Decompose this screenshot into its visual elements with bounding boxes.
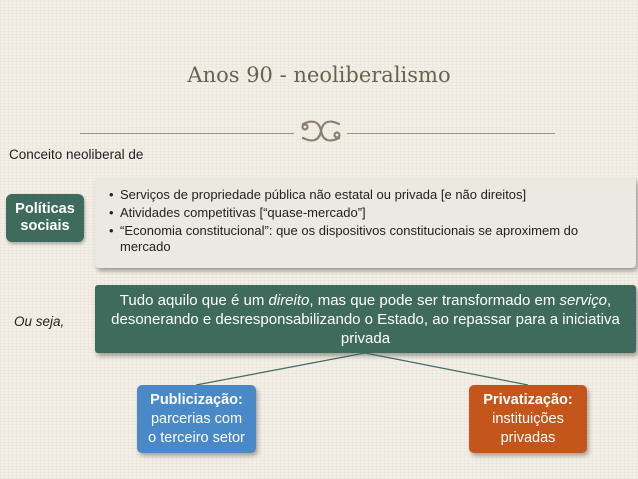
publicizacao-body: parcerias com o terceiro setor [148, 410, 245, 446]
side-label-text: Políticas sociais [15, 201, 75, 234]
servico-emphasis: serviço [559, 291, 608, 309]
connector-right [365, 353, 528, 385]
direito-emphasis: direito [268, 291, 310, 309]
definition-text-part: Tudo aquilo que é um [119, 291, 269, 309]
definition-text-part: , desonerando e desresponsabilizando o Estado, ao repassar para a iniciativa privada [111, 291, 620, 347]
ou-seja-label: Ou seja, [14, 314, 65, 329]
concept-subtitle: Conceito neoliberal de [9, 147, 144, 162]
bullet-item: • Atividades competitivas [“quase-mercado”] [109, 205, 626, 221]
definition-text-part: , mas que pode ser transformado em [309, 291, 560, 309]
publicizacao-title: Publicização: [150, 391, 243, 408]
bullet-item: • “Economia constitucional”: que os dispositivos constitucionais se aproximem do mercado [109, 223, 626, 255]
publicizacao-box [137, 385, 256, 453]
privatizacao-box [469, 385, 587, 453]
bullet-item: • Serviços de propriedade pública não estatal ou privada [e não direitos] [109, 187, 626, 203]
connector-left [196, 353, 365, 385]
slide-title: Anos 90 - neoliberalismo [187, 63, 451, 87]
privatizacao-body: instituições privadas [492, 410, 564, 446]
privatizacao-title: Privatização: [483, 391, 573, 408]
